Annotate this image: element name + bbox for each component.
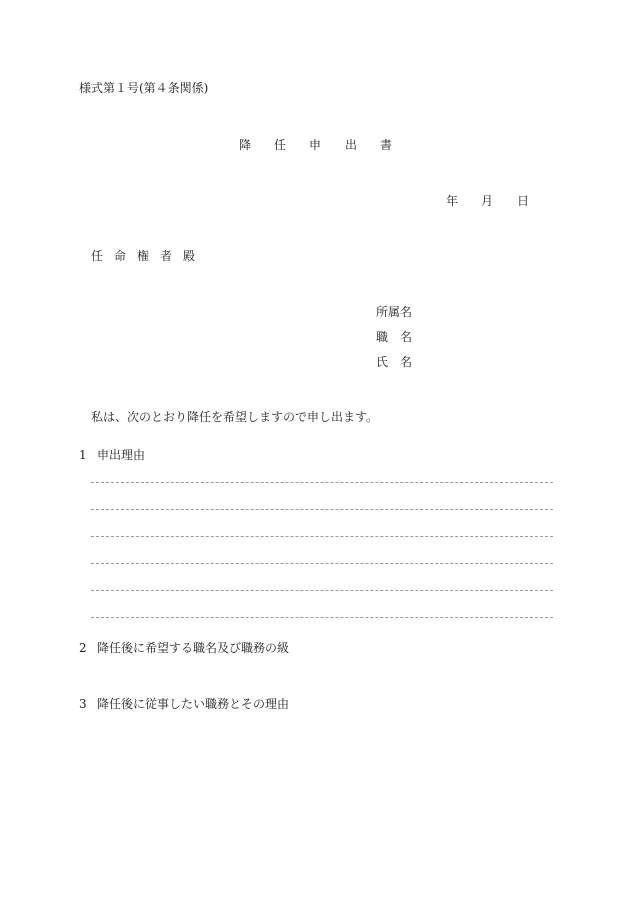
section-label: 降任後に希望する職名及び職務の級 <box>97 641 290 655</box>
date-day: 日 <box>517 194 530 208</box>
title-char: 任 <box>274 138 287 152</box>
affiliation-label: 所属名 <box>376 305 413 319</box>
reason-line[interactable] <box>91 590 553 591</box>
title-char: 書 <box>380 138 393 152</box>
reason-line[interactable] <box>91 563 553 564</box>
form-label: 様式第１号(第４条関係) <box>79 81 209 95</box>
addressee-char: 任 <box>91 249 104 263</box>
reason-line[interactable] <box>91 482 553 483</box>
name-label-a: 氏 <box>376 355 389 369</box>
reason-line[interactable] <box>91 536 553 537</box>
addressee-char: 者 <box>160 249 173 263</box>
position-label-b: 名 <box>400 330 413 344</box>
title-char: 申 <box>309 138 322 152</box>
date-year: 年 <box>446 194 459 208</box>
statement: 私は、次のとおり降任を希望しますので申し出ます。 <box>91 410 379 424</box>
addressee-char: 殿 <box>183 249 196 263</box>
section-number: 2 <box>79 641 87 655</box>
name-label-b: 名 <box>400 355 413 369</box>
reason-line[interactable] <box>91 617 553 618</box>
section-label: 申出理由 <box>97 448 146 462</box>
section-number: 1 <box>79 448 87 462</box>
reason-line[interactable] <box>91 509 553 510</box>
section-label: 降任後に従事したい職務とその理由 <box>97 697 290 711</box>
addressee-char: 権 <box>137 249 150 263</box>
position-label-a: 職 <box>376 330 389 344</box>
date-month: 月 <box>481 194 494 208</box>
title-char: 出 <box>345 138 358 152</box>
addressee-char: 命 <box>114 249 127 263</box>
section-number: 3 <box>79 697 87 711</box>
title-char: 降 <box>239 138 252 152</box>
